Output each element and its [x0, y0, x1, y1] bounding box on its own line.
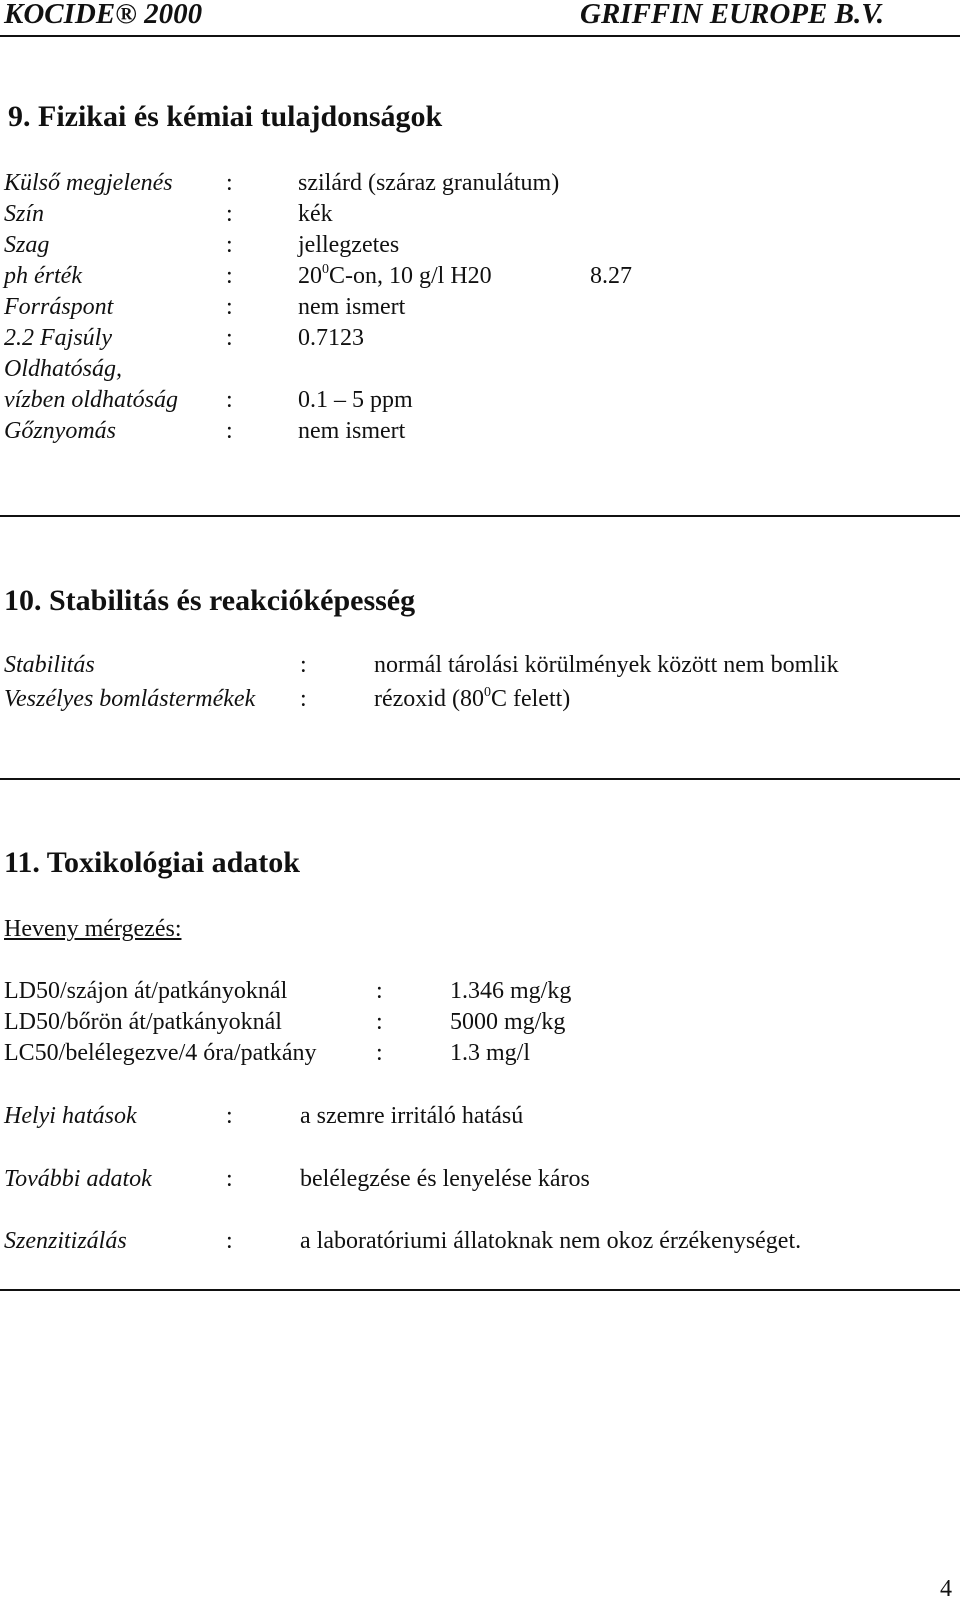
- header-rule: [0, 35, 960, 37]
- value-text: 20: [298, 263, 322, 289]
- property-label: ph érték: [4, 263, 82, 289]
- section-10-title: 10. Stabilitás és reakcióképesség: [4, 584, 416, 617]
- ph-value: 8.27: [590, 263, 632, 289]
- property-label: További adatok: [4, 1166, 152, 1192]
- property-label: Helyi hatások: [4, 1103, 137, 1129]
- section-divider: [0, 515, 960, 517]
- tox-value: 1.346 mg/kg: [450, 978, 572, 1004]
- property-label: Forráspont: [4, 294, 114, 320]
- section-subheading: Heveny mérgezés:: [4, 916, 182, 942]
- section-divider: [0, 778, 960, 780]
- property-colon: :: [300, 652, 307, 678]
- property-label: Veszélyes bomlástermékek: [4, 686, 256, 712]
- property-colon: :: [226, 387, 233, 413]
- property-label: Stabilitás: [4, 652, 95, 678]
- section-11-title: 11. Toxikológiai adatok: [4, 846, 300, 879]
- property-colon: :: [226, 170, 233, 196]
- tox-colon: :: [376, 1009, 383, 1035]
- property-value: a laboratóriumi állatoknak nem okoz érzékenységet.: [300, 1228, 802, 1254]
- value-text: C-on, 10 g/l H20: [329, 263, 492, 289]
- property-colon: :: [226, 263, 233, 289]
- property-value: normál tárolási körülmények között nem bomlik: [374, 652, 839, 678]
- property-label: Szag: [4, 232, 50, 258]
- property-label: Külső megjelenés: [4, 170, 173, 196]
- header-product-name: KOCIDE® 2000: [4, 0, 203, 30]
- property-label: Gőznyomás: [4, 418, 116, 444]
- property-value: [374, 686, 570, 713]
- property-label: Szenzitizálás: [4, 1228, 127, 1254]
- superscript: 0: [322, 262, 329, 277]
- property-value: szilárd (száraz granulátum): [298, 170, 560, 196]
- tox-colon: :: [376, 978, 383, 1004]
- page-number: 4: [940, 1576, 952, 1602]
- property-value: jellegzetes: [298, 232, 400, 258]
- property-colon: :: [226, 232, 233, 258]
- tox-colon: :: [376, 1040, 383, 1066]
- property-value: a szemre irritáló hatású: [300, 1103, 524, 1129]
- property-label: Oldhatóság,: [4, 356, 123, 382]
- property-value: belélegzése és lenyelése káros: [300, 1166, 590, 1192]
- property-colon: :: [226, 1166, 233, 1192]
- property-value: nem ismert: [298, 418, 406, 444]
- property-value: 0.1 – 5 ppm: [298, 387, 413, 413]
- value-text: C felett): [490, 686, 571, 712]
- property-colon: :: [300, 686, 307, 712]
- tox-label: LD50/bőrön át/patkányoknál: [4, 1009, 282, 1035]
- section-divider: [0, 1289, 960, 1291]
- property-value: 0.7123: [298, 325, 364, 351]
- tox-label: LC50/belélegezve/4 óra/patkány: [4, 1040, 317, 1066]
- property-colon: :: [226, 418, 233, 444]
- property-colon: :: [226, 325, 233, 351]
- tox-value: 5000 mg/kg: [450, 1009, 566, 1035]
- property-colon: :: [226, 201, 233, 227]
- property-colon: :: [226, 1103, 233, 1129]
- property-label: Szín: [4, 201, 45, 227]
- header-company-name: GRIFFIN EUROPE B.V.: [580, 0, 885, 30]
- tox-label: LD50/szájon át/patkányoknál: [4, 978, 288, 1004]
- property-colon: :: [226, 294, 233, 320]
- tox-value: 1.3 mg/l: [450, 1040, 531, 1066]
- superscript: 0: [483, 685, 491, 700]
- property-label: 2.2 Fajsúly: [4, 325, 112, 351]
- value-text: rézoxid (80: [374, 686, 484, 712]
- property-colon: :: [226, 1228, 233, 1254]
- section-9-title: 9. Fizikai és kémiai tulajdonságok: [8, 100, 443, 133]
- property-value: nem ismert: [298, 294, 406, 320]
- property-value: [298, 263, 492, 290]
- property-label: vízben oldhatóság: [4, 387, 178, 413]
- property-value: kék: [298, 201, 333, 227]
